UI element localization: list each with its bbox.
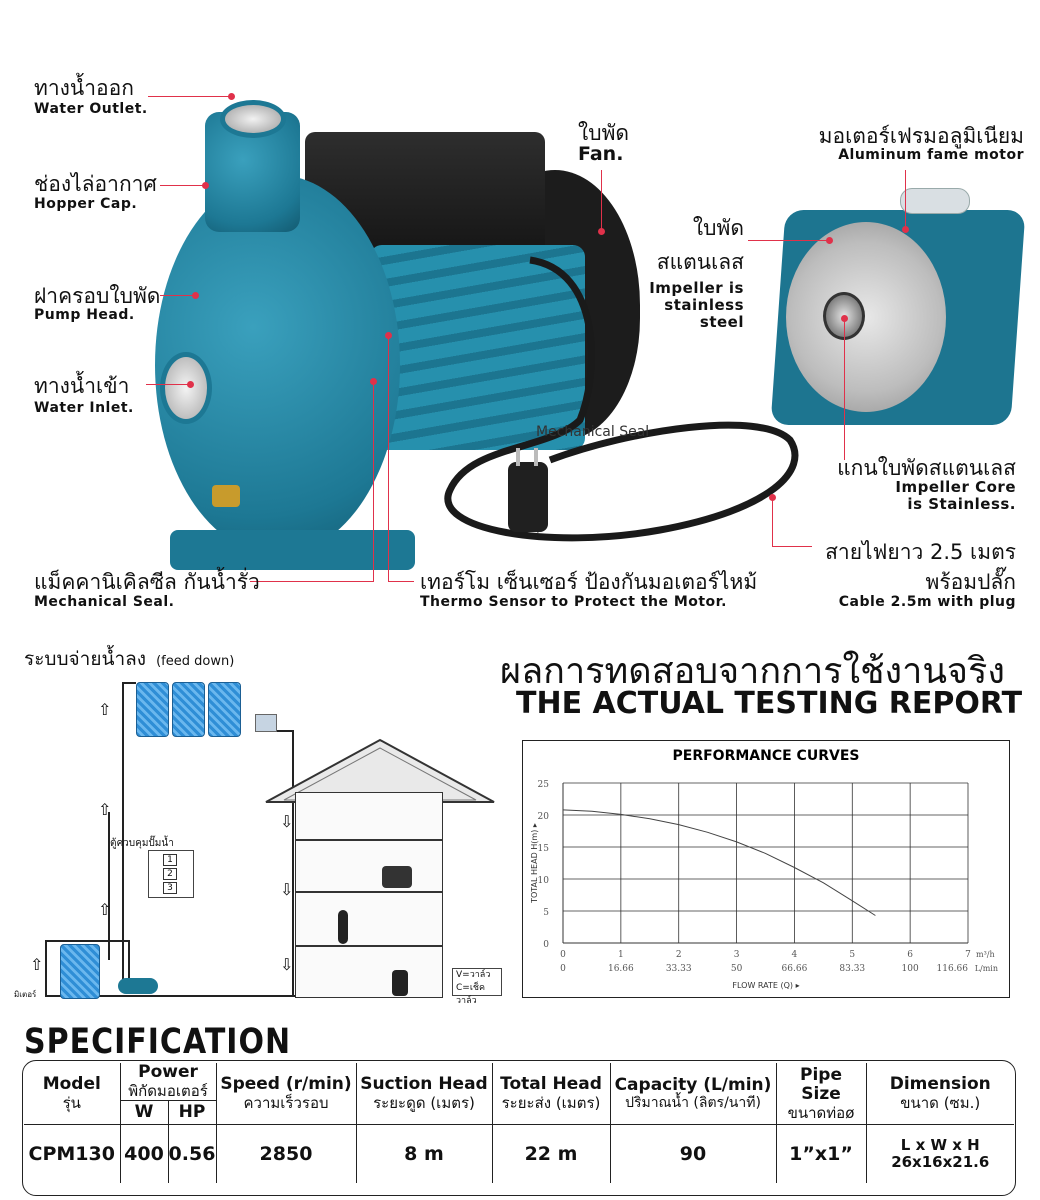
y-tick-label: 0 [543, 940, 549, 950]
outlet-en: Water Outlet. [34, 101, 148, 117]
impeller-en1: Impeller is [649, 279, 744, 297]
mech-seal-photo-label: Mechanical Seal [536, 424, 650, 440]
cell-speed: 2850 [216, 1125, 356, 1183]
flow-up-arrow: ⇧ [30, 955, 44, 974]
leader-impeller [748, 240, 830, 241]
chart-title: PERFORMANCE CURVES [672, 748, 860, 764]
col-dimension [866, 1063, 1014, 1125]
y-tick-label: 5 [543, 908, 549, 918]
leader-motor-frame [905, 170, 906, 228]
cell-pipe: 1”x1” [776, 1125, 866, 1183]
pump-head-th: ฝาครอบใบพัด [34, 284, 161, 308]
x-tick-label-lmin: 0 [560, 964, 566, 974]
col-capacity-th: ปริมาณน้ำ (ลิตร/นาที) [625, 1095, 761, 1112]
cell-w: 400 [120, 1125, 168, 1183]
x-axis-label: FLOW RATE (Q) ▸ [732, 981, 800, 990]
col-capacity-en: Capacity (L/min) [614, 1074, 772, 1095]
col-suction-th: ระยะดูด (เมตร) [373, 1093, 475, 1112]
x-tick-label-m3h: 0 [560, 950, 566, 960]
inlet-th: ทางน้ำเข้า [34, 374, 130, 398]
thermo-th: เทอร์โม เซ็นเซอร์ ป้องกันมอเตอร์ไหม้ [420, 570, 758, 594]
dot-impeller-core [841, 315, 848, 322]
control-box-label: ตู้ควบคุมปั๊มน้ำ [110, 838, 174, 849]
leader-pump-head [160, 295, 195, 296]
x-tick-label-m3h: 7 [965, 950, 971, 960]
pump-head-en: Pump Head. [34, 307, 135, 323]
y-tick-label: 10 [537, 876, 549, 886]
col-dimension-th: ขนาด (ซม.) [900, 1093, 981, 1112]
x-unit-m3h: m³/h [976, 950, 995, 959]
mech-seal-en: Mechanical Seal. [34, 594, 175, 610]
x-unit-lmin: L/min [974, 964, 998, 973]
impeller-th1: ใบพัด [692, 216, 744, 240]
y-tick-label: 20 [537, 812, 549, 822]
col-power-en: Power [138, 1062, 198, 1082]
diagram-legend [452, 968, 502, 1006]
impeller-th2: สแตนเลส [656, 250, 744, 274]
motor-frame-en: Aluminum fame motor [838, 147, 1024, 163]
col-power [120, 1063, 216, 1100]
diagram-title-th: ระบบจ่ายน้ำลง [24, 648, 147, 670]
col-power-th: พิกัดมอเตอร์ [128, 1081, 208, 1100]
flow-down-arrow: ⇩ [280, 880, 294, 899]
control-item: 3 [163, 882, 177, 894]
inlet-en: Water Inlet. [34, 400, 134, 416]
meter-label: มิเตอร์ [14, 990, 37, 999]
mech-seal-th: แม็คคานิเคิลซีล กันน้ำรั่ว [34, 570, 260, 594]
cable-en: Cable 2.5m with plug [838, 594, 1016, 610]
col-total-en: Total Head [500, 1074, 602, 1095]
col-model-en: Model [42, 1074, 101, 1095]
cell-dimension-label: L x W x H [900, 1136, 980, 1155]
cell-hp: 0.56 [168, 1125, 216, 1183]
impeller-core-en1: Impeller Core [895, 478, 1016, 496]
fan-th: ใบพัด [578, 121, 630, 145]
dot-cable [769, 494, 776, 501]
flow-down-arrow: ⇩ [280, 812, 294, 831]
impeller-en2: stainless [664, 296, 744, 314]
cable-th1: สายไฟยาว 2.5 เมตร [825, 540, 1016, 564]
x-tick-label-lmin: 33.33 [665, 964, 692, 974]
cell-model: CPM130 [24, 1125, 120, 1183]
leader-cable [772, 497, 812, 547]
flow-up-arrow: ⇧ [98, 800, 112, 819]
x-tick-label-lmin: 83.33 [839, 964, 866, 974]
x-tick-label-lmin: 50 [730, 964, 743, 974]
x-tick-label-m3h: 6 [907, 950, 914, 960]
leader-inlet [146, 384, 190, 385]
legend-valve: V=วาล์ว [456, 970, 491, 980]
col-power-hp: HP [168, 1100, 216, 1125]
col-pipe [776, 1063, 866, 1125]
hopper-th: ช่องไล่อากาศ [34, 172, 157, 196]
y-tick-label: 25 [537, 780, 549, 790]
x-tick-label-m3h: 3 [733, 950, 740, 960]
y-axis-label: TOTAL HEAD H(m) ▸ [530, 823, 539, 903]
roof-tank-1 [136, 682, 169, 737]
x-tick-label-lmin: 100 [901, 964, 919, 974]
x-tick-label-lmin: 16.66 [607, 964, 634, 974]
control-item: 1 [163, 854, 177, 866]
col-dimension-en: Dimension [889, 1074, 991, 1095]
col-speed [216, 1063, 356, 1125]
leader-fan [601, 170, 602, 232]
col-power-w: W [120, 1100, 168, 1125]
hopper-en: Hopper Cap. [34, 196, 138, 212]
house-floor-2 [295, 892, 443, 946]
roof-tank-2 [172, 682, 205, 737]
people-icon [382, 866, 412, 888]
flow-up-arrow: ⇧ [98, 900, 112, 919]
leader-impeller-core [844, 318, 845, 460]
col-suction [356, 1063, 492, 1125]
col-model-th: รุ่น [62, 1093, 81, 1112]
leader-mech-seal [250, 382, 374, 582]
col-capacity [610, 1063, 776, 1125]
outlet-th: ทางน้ำออก [34, 76, 134, 100]
dot-fan [598, 228, 605, 235]
col-total [492, 1063, 610, 1125]
legend-check-valve: C=เช็ควาล์ว [456, 983, 486, 1006]
performance-chart-svg [523, 741, 1008, 996]
performance-chart [522, 740, 1010, 998]
spec-heading: SPECIFICATION [24, 1022, 292, 1063]
cell-capacity: 90 [610, 1125, 776, 1183]
x-tick-label-m3h: 5 [849, 950, 856, 960]
diagram-title [24, 644, 234, 674]
diagram-title-en: (feed down) [156, 654, 235, 669]
cell-dimension-value: 26x16x21.6 [891, 1153, 990, 1172]
impeller-core-en2: is Stainless. [907, 495, 1016, 513]
col-pipe-th: ขนาดท่อø [787, 1103, 855, 1122]
person-icon [338, 910, 348, 944]
x-tick-label-m3h: 2 [675, 950, 682, 960]
x-tick-label-lmin: 116.66 [936, 964, 968, 974]
ground-pump-icon [118, 978, 158, 994]
cable-th2: พร้อมปลั๊ก [925, 570, 1016, 594]
impeller-en3: steel [699, 313, 744, 331]
spec-table [24, 1063, 1014, 1183]
col-suction-en: Suction Head [360, 1074, 488, 1095]
control-box [148, 850, 194, 898]
y-tick-label: 15 [537, 844, 549, 854]
leader-hopper [160, 185, 205, 186]
x-tick-label-m3h: 4 [791, 950, 798, 960]
performance-curve [563, 810, 875, 916]
dot-inlet [187, 381, 194, 388]
dot-motor-frame [902, 226, 909, 233]
ground-tank [60, 944, 100, 999]
leader-outlet [148, 96, 230, 97]
report-title-en: THE ACTUAL TESTING REPORT [516, 686, 1023, 721]
person-desk-icon [392, 970, 408, 996]
x-tick-label-lmin: 66.66 [781, 964, 808, 974]
control-item: 2 [163, 868, 177, 880]
dot-thermo [385, 332, 392, 339]
flow-up-arrow: ⇧ [98, 700, 112, 719]
dot-impeller [826, 237, 833, 244]
fan-en: Fan. [578, 143, 624, 165]
table-row [24, 1125, 1014, 1183]
col-model [24, 1063, 120, 1125]
dot-mech-seal [370, 378, 377, 385]
roof-tank-3 [208, 682, 241, 737]
col-pipe-en: Pipe Size [800, 1064, 842, 1105]
dot-hopper [202, 182, 209, 189]
dot-outlet [228, 93, 235, 100]
house-floor-4 [295, 792, 443, 840]
flow-down-arrow: ⇩ [280, 955, 294, 974]
cell-total: 22 m [492, 1125, 610, 1183]
house-floor-3 [295, 840, 443, 892]
col-total-th: ระยะส่ง (เมตร) [501, 1093, 601, 1112]
house-floor-1 [295, 946, 443, 998]
impeller-core-th: แกนใบพัดสแตนเลส [837, 456, 1016, 480]
cell-suction: 8 m [356, 1125, 492, 1183]
roof-pump-icon [255, 714, 277, 732]
motor-frame-th: มอเตอร์เฟรมอลูมิเนียม [818, 124, 1024, 148]
col-speed-th: ความเร็วรอบ [243, 1093, 329, 1112]
col-speed-en: Speed (r/min) [220, 1074, 352, 1095]
thermo-en: Thermo Sensor to Protect the Motor. [420, 594, 727, 610]
cell-dimension [866, 1125, 1014, 1183]
leader-thermo [388, 335, 414, 582]
dot-pump-head [192, 292, 199, 299]
report-title-th: ผลการทดสอบจากการใช้งานจริง [500, 651, 1005, 692]
x-tick-label-m3h: 1 [617, 950, 624, 960]
